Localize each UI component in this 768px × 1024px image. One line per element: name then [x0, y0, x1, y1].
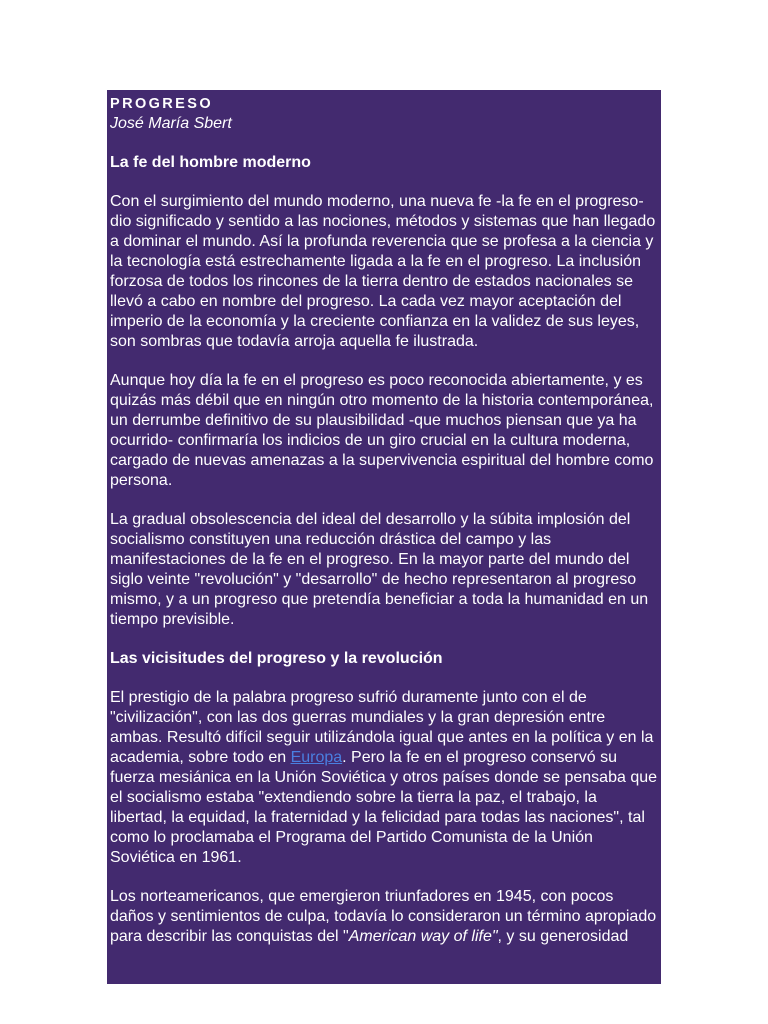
paragraph-text: Los norteamericanos, que emergieron triunfadores en 1945, con pocos daños y sentimientos de culpa, todavía lo consideraron un término apropiado para describir las conquistas del ": [110, 888, 657, 945]
paragraph: [110, 688, 658, 868]
emphasis-text: American way of life": [348, 928, 498, 945]
europa-link[interactable]: Europa: [290, 749, 343, 766]
paragraph-text: , y su generosidad: [497, 928, 629, 945]
paragraph: [110, 887, 658, 947]
section-heading-fe-hombre-moderno: La fe del hombre moderno: [110, 154, 311, 171]
paragraph-text: . Pero la fe en el progreso conservó su fuerza mesiánica en la Unión Soviética y otros países donde se pensaba que el socialismo estaba "extendiendo sobre la tierra la paz, el trabajo, la libertad, la equidad, la fraternidad y la felicidad para todas las naciones", tal como lo proclamaba el Programa del Partido Comunista de la Unión Soviética en 1961.: [110, 749, 658, 866]
document-title: PROGRESO: [110, 96, 213, 112]
paragraph: Con el surgimiento del mundo moderno, una nueva fe -la fe en el progreso- dio significado y sentido a las nociones, métodos y sistemas que han llegado a dominar el mundo. Así la profunda reverencia que se profesa a la ciencia y la tecnología está estrechamente ligada a la fe en el progreso. La inclusión forzosa de todos los rincones de la tierra dentro de estados nacionales se llevó a cabo en nombre del progreso. La cada vez mayor aceptación del imperio de la economía y la creciente confianza en la validez de sus leyes, son sombras que todavía arroja aquella fe ilustrada.: [110, 193, 656, 350]
document-content: [107, 90, 661, 947]
paragraph: Aunque hoy día la fe en el progreso es poco reconocida abiertamente, y es quizás más débil que en ningún otro momento de la historia contemporánea, un derrumbe definitivo de su plausibilidad -que muchos piensan que ya ha ocurrido- confirmaría los indicios de un giro crucial en la cultura moderna, cargado de nuevas amenazas a la supervivencia espiritual del hombre como persona.: [110, 372, 654, 489]
paragraph-text: El prestigio de la palabra progreso sufrió duramente junto con el de "civilización", con las dos guerras mundiales y la gran depresión entre ambas. Resultó difícil seguir utilizándola igual que antes en la política y en la academia, sobre todo en: [110, 689, 654, 766]
paragraph: La gradual obsolescencia del ideal del desarrollo y la súbita implosión del socialismo constituyen una reducción drástica del campo y las manifestaciones de la fe en el progreso. En la mayor parte del mundo del siglo veinte "revolución" y "desarrollo" de hecho representaron al progreso mismo, y a un progreso que pretendía beneficiar a toda la humanidad en un tiempo previsible.: [110, 511, 649, 628]
document-page: [107, 90, 661, 984]
document-author: José María Sbert: [110, 115, 232, 132]
section-heading-vicisitudes: Las vicisitudes del progreso y la revolución: [110, 650, 443, 667]
